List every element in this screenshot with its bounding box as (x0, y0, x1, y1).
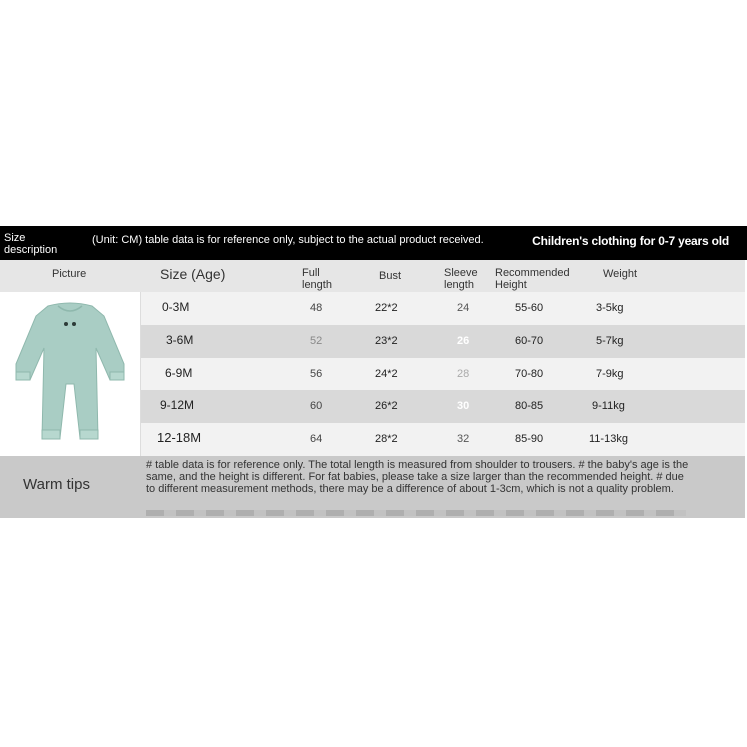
cell-sleeve: 32 (457, 433, 470, 446)
cell-size: 6-9M (165, 365, 193, 380)
table-row (141, 325, 745, 358)
cell-full-length: 48 (310, 302, 323, 314)
table-row (141, 358, 745, 391)
cell-height: 70-80 (515, 367, 544, 380)
cell-weight: 3-5kg (596, 302, 624, 314)
product-picture (0, 292, 141, 456)
cell-size: 12-18M (157, 430, 202, 446)
table-row (141, 390, 745, 423)
size-table-body (141, 292, 745, 456)
column-header-recommended-height: Recommended Height (495, 267, 570, 291)
cell-size: 3-6M (166, 332, 194, 347)
cell-weight: 9-11kg (592, 400, 625, 413)
cell-bust: 24*2 (375, 367, 398, 380)
cell-bust: 23*2 (375, 334, 398, 347)
cell-weight: 7-9kg (596, 367, 624, 380)
cell-height: 80-85 (515, 400, 544, 413)
table-row (141, 292, 745, 325)
button-dot (64, 322, 68, 326)
column-header-size: Size (Age) (160, 266, 226, 282)
cell-height: 60-70 (515, 334, 544, 347)
faded-text-strip (146, 510, 686, 516)
cell-size: 9-12M (160, 398, 195, 413)
cell-weight: 11-13kg (589, 433, 628, 446)
age-range-note: Children's clothing for 0-7 years old (532, 234, 729, 248)
cell-sleeve: 24 (457, 302, 470, 314)
cell-bust: 26*2 (375, 400, 398, 413)
cell-weight: 5-7kg (596, 334, 624, 347)
column-header-sleeve-length: Sleeve length (444, 267, 478, 291)
column-header-full-length: Full length (302, 267, 332, 291)
cell-size: 0-3M (162, 300, 190, 314)
cell-full-length: 64 (310, 433, 323, 446)
cell-sleeve: 30 (457, 400, 470, 413)
button-dot (72, 322, 76, 326)
cell-bust: 28*2 (375, 433, 398, 446)
warm-tips-label: Warm tips (23, 476, 90, 493)
cell-full-length: 52 (310, 334, 323, 347)
size-chart (0, 226, 747, 520)
cell-bust: 22*2 (375, 302, 398, 314)
warm-tips-text: # table data is for reference only. The total length is measured from shoulder to trousers. # the baby's age is the same, and the height is different. For fat babies, please take a size larger than the recommended height. # due to different measurement methods, there may be a difference of about 1-3cm, which is not a quality problem. (146, 459, 689, 495)
cell-sleeve: 28 (457, 367, 470, 380)
chart-header (0, 226, 747, 260)
warm-tips-section (0, 456, 745, 518)
cell-sleeve: 26 (457, 334, 470, 347)
size-description-label: Size description (4, 232, 58, 256)
unit-note: (Unit: CM) table data is for reference only, subject to the actual product received. (92, 234, 484, 246)
cell-full-length: 56 (310, 367, 323, 380)
cell-full-length: 60 (310, 400, 323, 413)
baby-romper-image (0, 292, 140, 456)
column-header-row (0, 260, 745, 292)
column-header-picture: Picture (52, 268, 87, 280)
table-row (141, 423, 745, 456)
cell-height: 55-60 (515, 302, 544, 314)
column-header-bust: Bust (379, 270, 402, 282)
column-header-weight: Weight (603, 268, 638, 280)
cell-height: 85-90 (515, 433, 544, 446)
